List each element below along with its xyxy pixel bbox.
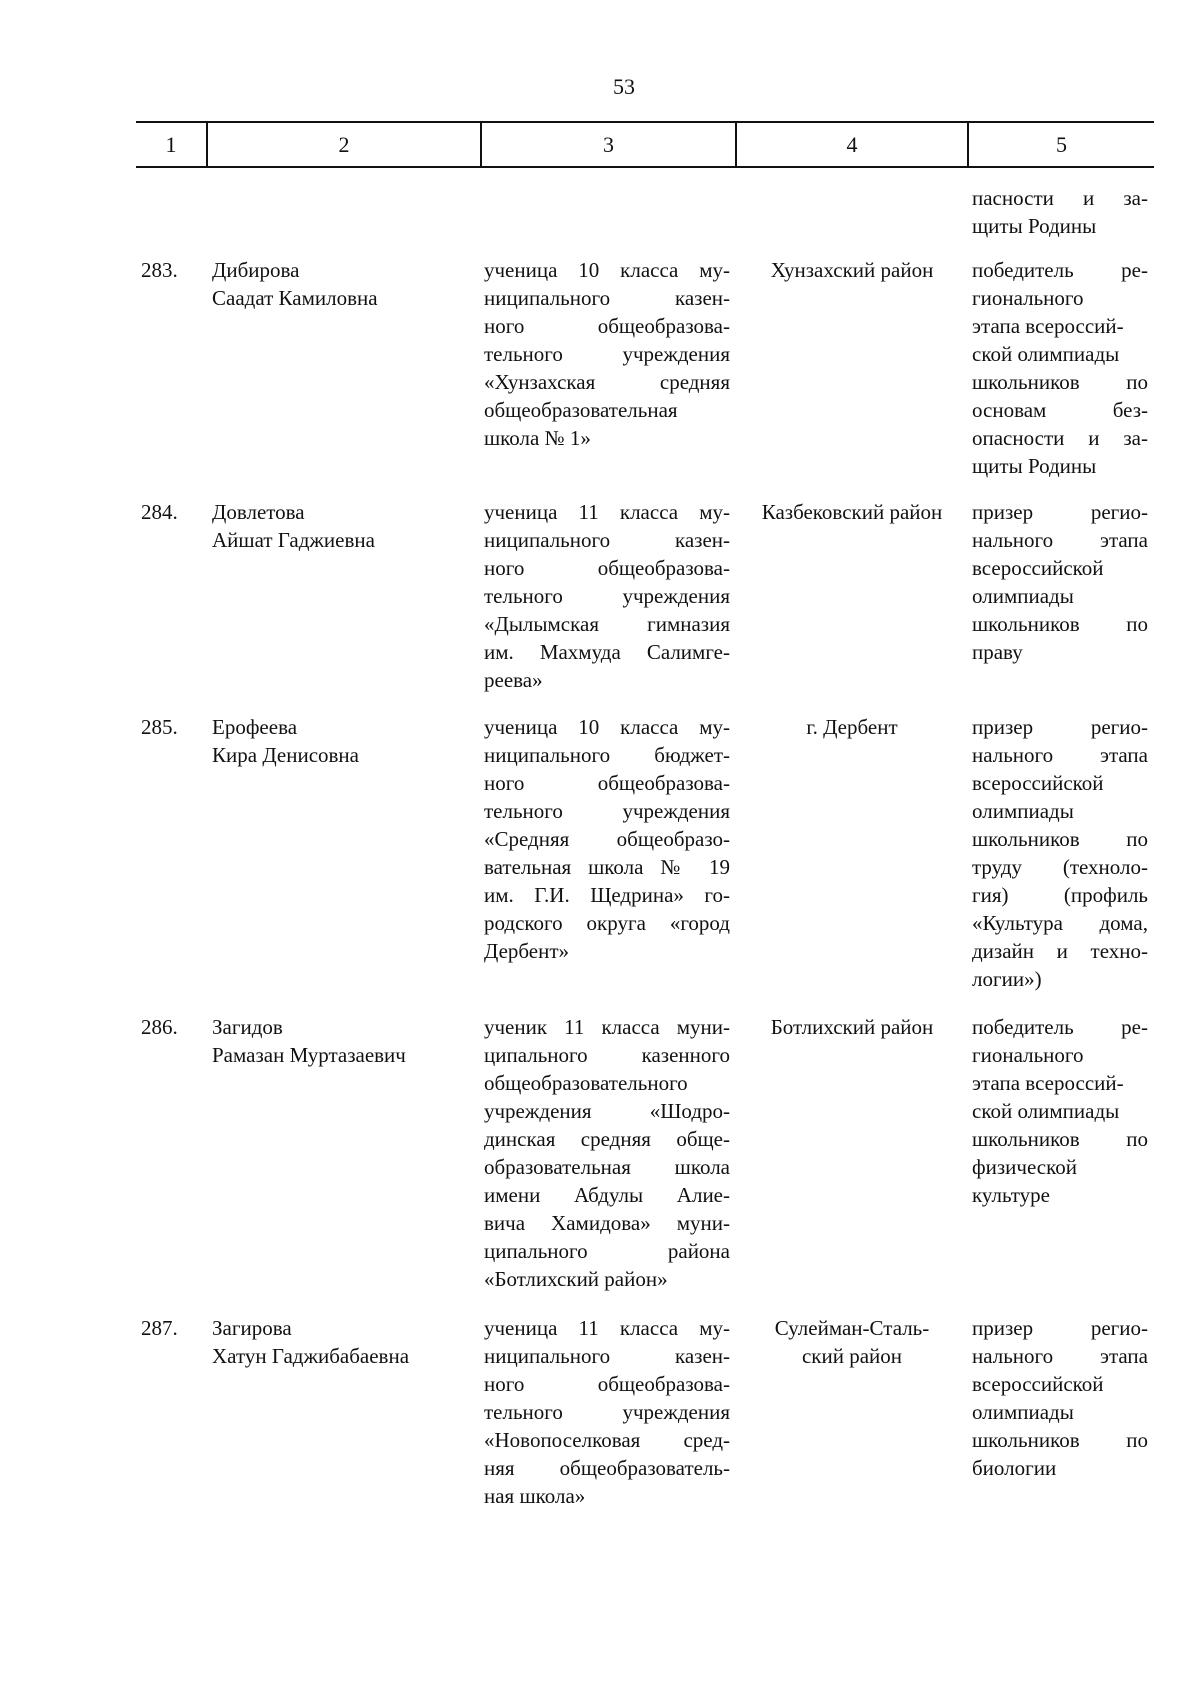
status-line: этапа всероссий- [972,314,1124,338]
region [742,1013,962,1041]
school-description [484,498,730,694]
status-line: олимпиады [972,584,1074,608]
status-line: нального этапа [972,1344,1148,1368]
status-line: основам без- [972,398,1148,422]
school-line: имени Абдулы Алие- [484,1183,730,1207]
status-line: гия) (профиль [972,883,1148,907]
school-line: ученик 11 класса муни- [484,1015,730,1039]
row-number: 283. [141,258,178,282]
school-line: тельного учреждения [484,799,730,823]
status-line: школьников по [972,1127,1148,1151]
status-line: школьников по [972,370,1148,394]
student-name [212,1314,482,1370]
status-line: школьников по [972,612,1148,636]
name-line: Хатун Гаджибабаевна [212,1344,410,1368]
column-header-2: 2 [206,123,480,166]
column-header-4: 4 [735,123,967,166]
school-description [484,713,730,965]
student-name [212,256,482,312]
continuation-status [972,184,1148,240]
status-line: опасности и за- [972,426,1148,450]
status-line: ской олимпиады [972,342,1120,366]
status-line: гионального [972,1043,1084,1067]
student-name [212,713,482,769]
school-line: реева» [484,668,543,692]
school-line: ципального казенного [484,1043,730,1067]
school-description [484,1013,730,1293]
region-line: Хунзахский район [770,258,934,282]
region [742,1314,962,1370]
region-line: Ботлихский район [770,1015,934,1039]
school-line: ципального района [484,1239,730,1263]
region-line: Сулейман-Сталь- [774,1316,930,1340]
status-line: олимпиады [972,799,1074,823]
school-line: тельного учреждения [484,342,730,366]
status-line: биологии [972,1456,1057,1480]
school-description [484,1314,730,1510]
school-line: ного общеобразова- [484,556,730,580]
school-line: учреждения «Шодро- [484,1099,730,1123]
school-line: ниципального казен- [484,286,730,310]
name-line: Довлетова [212,500,305,524]
award-status [972,713,1148,993]
region-line: г. Дербент [806,715,898,739]
status-line: щиты Родины [972,454,1097,478]
school-line: им. Махмуда Салимге- [484,640,730,664]
school-line: ученица 10 класса му- [484,258,730,282]
school-line: школа № 1» [484,426,591,450]
page-number: 53 [613,74,635,99]
school-line: ного общеобразова- [484,771,730,795]
status-line: праву [972,640,1023,664]
row-number: 285. [141,715,178,739]
status-line: всероссийской [972,771,1104,795]
status-line: школьников по [972,1428,1148,1452]
award-status [972,256,1148,480]
name-line: Дибирова [212,258,300,282]
school-line: Дербент» [484,939,570,963]
status-line: труду (техноло- [972,855,1148,879]
school-line: ученица 11 класса му- [484,500,730,524]
column-header-5: 5 [967,123,1154,166]
row-number: 284. [141,500,178,524]
name-line: Кира Денисовна [212,743,359,767]
region-line: Казбековский район [761,500,943,524]
region [742,713,962,741]
school-line: ученица 10 класса му- [484,715,730,739]
region-line: ский район [801,1344,903,1368]
status-line: нального этапа [972,528,1148,552]
status-line: нального этапа [972,743,1148,767]
status-line: физической [972,1155,1077,1179]
school-line: ниципального казен- [484,1344,730,1368]
school-line: вича Хамидова» муни- [484,1211,730,1235]
table-header [136,121,1154,168]
school-line: ниципального бюджет- [484,743,730,767]
row-number: 286. [141,1015,178,1039]
status-line: призер регио- [972,500,1148,524]
status-line: всероссийской [972,556,1104,580]
name-line: Саадат Камиловна [212,286,378,310]
status-line: победитель ре- [972,258,1148,282]
school-line: тельного учреждения [484,1400,730,1424]
school-line: «Дылымская гимназия [484,612,730,636]
name-line: Ерофеева [212,715,298,739]
status-line: логии») [972,967,1042,991]
school-line: няя общеобразователь- [484,1456,730,1480]
status-line: олимпиады [972,1400,1074,1424]
school-line: ного общеобразова- [484,314,730,338]
status-line: культуре [972,1183,1050,1207]
row-number: 287. [141,1316,178,1340]
name-line: Айшат Гаджиевна [212,528,375,552]
school-line: динская средняя обще- [484,1127,730,1151]
award-status [972,1013,1148,1209]
school-line: «Средняя общеобразо- [484,827,730,851]
status-line: призер регио- [972,1316,1148,1340]
school-line: ученица 11 класса му- [484,1316,730,1340]
school-line: «Новопоселковая сред- [484,1428,730,1452]
school-description [484,256,730,452]
status-line: щиты Родины [972,214,1097,238]
award-status [972,498,1148,666]
school-line: общеобразовательного [484,1071,688,1095]
school-line: «Ботлихский район» [484,1267,668,1291]
school-line: ниципального казен- [484,528,730,552]
column-header-3: 3 [480,123,735,166]
student-name [212,1013,482,1069]
status-line: призер регио- [972,715,1148,739]
name-line: Рамазан Муртазаевич [212,1043,406,1067]
school-line: «Хунзахская средняя [484,370,730,394]
student-name [212,498,482,554]
region [742,498,962,526]
school-line: образовательная школа [484,1155,730,1179]
status-line: ской олимпиады [972,1099,1120,1123]
region [742,256,962,284]
award-status [972,1314,1148,1482]
status-line: этапа всероссий- [972,1071,1124,1095]
name-line: Загидов [212,1015,283,1039]
name-line: Загирова [212,1316,292,1340]
status-line: всероссийской [972,1372,1104,1396]
status-line: гионального [972,286,1084,310]
school-line: вательная школа № 19 [484,855,730,879]
column-header-1: 1 [165,131,177,157]
school-line: ного общеобразова- [484,1372,730,1396]
status-line: победитель ре- [972,1015,1148,1039]
status-line: «Культура дома, [972,911,1148,935]
school-line: им. Г.И. Щедрина» го- [484,883,730,907]
school-line: тельного учреждения [484,584,730,608]
school-line: родского округа «город [484,911,730,935]
school-line: ная школа» [484,1484,586,1508]
status-line: школьников по [972,827,1148,851]
status-line: дизайн и техно- [972,939,1148,963]
status-line: пасности и за- [972,186,1148,210]
school-line: общеобразовательная [484,398,678,422]
